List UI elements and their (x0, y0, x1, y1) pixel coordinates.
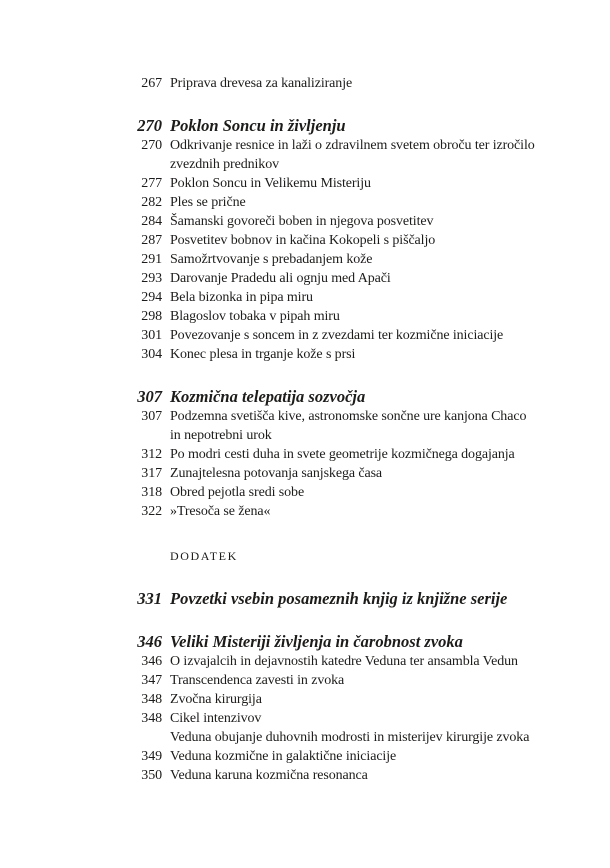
entry-text-line: Šamanski govoreči boben in njegova posvetitev (170, 214, 434, 229)
entry-text-line: Obred pejotla sredi sobe (170, 485, 305, 500)
page-number: 322 (141, 504, 162, 519)
page-number: 312 (141, 447, 162, 462)
entry-title (170, 386, 365, 407)
entry-text-line: Darovanje Pradedu ali ognju med Apači (170, 271, 391, 286)
entry-title (170, 174, 371, 193)
entry-title (170, 652, 518, 671)
toc-entry-row (131, 502, 591, 521)
entry-title (170, 728, 529, 747)
toc-entry-row (131, 407, 591, 445)
page-number: 331 (137, 589, 162, 608)
toc-entry-row (131, 250, 591, 269)
entry-title (170, 250, 372, 269)
toc-entry-row (131, 690, 591, 709)
entry-title (170, 407, 526, 445)
page-number: 287 (141, 233, 162, 248)
entry-title (170, 631, 463, 652)
entry-title (170, 193, 246, 212)
entry-text-line: Blagoslov tobaka v pipah miru (170, 309, 340, 324)
toc-chapter-row (131, 386, 591, 407)
page-number: 347 (141, 673, 162, 688)
page-number: 307 (137, 387, 162, 406)
entry-text-line: Veduna obujanje duhovnih modrosti in misterijev kirurgije zvoka (170, 730, 530, 745)
entry-title (170, 547, 238, 566)
toc-entry-row (131, 212, 591, 231)
entry-title (170, 326, 503, 345)
entry-text-line: Veduna kozmične in galaktične iniciacije (170, 749, 397, 764)
entry-text-line: Transcendenca zavesti in zvoka (170, 673, 345, 688)
page-number: 298 (141, 309, 162, 324)
entry-text-line: Cikel intenzivov (170, 711, 262, 726)
page-number: 349 (141, 749, 162, 764)
entry-title (170, 231, 435, 250)
toc-chapter-row (131, 588, 591, 609)
toc-list (131, 74, 591, 785)
toc-entry-row (131, 652, 591, 671)
toc-entry-row (131, 231, 591, 250)
entry-text-line: Posvetitev bobnov in kačina Kokopeli s piščaljo (170, 233, 436, 248)
entry-title (170, 212, 433, 231)
toc-entry-row (131, 74, 591, 93)
toc-section-label-row (131, 547, 591, 566)
entry-title (170, 307, 340, 326)
entry-text-line: Zvočna kirurgija (170, 692, 262, 707)
entry-text-line: O izvajalcih in dejavnostih katedre Veduna ter ansambla Vedun (170, 654, 518, 669)
entry-text-line: Odkrivanje resnice in laži o zdravilnem svetem obroču ter izročilo (170, 138, 535, 153)
toc-entry-row (131, 766, 591, 785)
toc-entry-row (131, 483, 591, 502)
entry-text-line: Zunajtelesna potovanja sanjskega časa (170, 466, 383, 481)
page-number: 301 (141, 328, 162, 343)
toc-entry-row (131, 728, 591, 747)
entry-title (170, 709, 261, 728)
page-number: 270 (137, 116, 162, 135)
entry-text-continuation: zvezdnih prednikov (170, 157, 279, 172)
page-number: 318 (141, 485, 162, 500)
page-number: 307 (141, 409, 162, 424)
entry-text-line: Po modri cesti duha in svete geometrije kozmičnega dogajanja (170, 447, 515, 462)
page-number: 277 (141, 176, 162, 191)
entry-text-line: Konec plesa in trganje kože s prsi (170, 347, 356, 362)
entry-text-line: Poklon Soncu in Velikemu Misteriju (170, 176, 371, 191)
entry-title (170, 445, 515, 464)
page-number: 284 (141, 214, 162, 229)
entry-title (170, 269, 391, 288)
toc-entry-row (131, 345, 591, 364)
toc-entry-row (131, 747, 591, 766)
entry-text-line: Samožrtvovanje s prebadanjem kože (170, 252, 373, 267)
page-number: 304 (141, 347, 162, 362)
page-number: 267 (141, 76, 162, 91)
entry-text-line: Ples se prične (170, 195, 246, 210)
page-number: 294 (141, 290, 162, 305)
page-number: 317 (141, 466, 162, 481)
entry-title (170, 671, 344, 690)
entry-title (170, 288, 313, 307)
entry-text-line: Priprava drevesa za kanaliziranje (170, 76, 353, 91)
entry-title (170, 136, 535, 174)
page-number: 270 (141, 138, 162, 153)
page-number: 282 (141, 195, 162, 210)
toc-entry-row (131, 307, 591, 326)
entry-title (170, 588, 507, 609)
page-number: 348 (141, 711, 162, 726)
entry-text-line: »Tresoča se žena« (170, 504, 271, 519)
entry-text-line: Veliki Misteriji življenja in čarobnost zvoka (170, 632, 463, 651)
toc-entry-row (131, 445, 591, 464)
entry-title (170, 766, 368, 785)
entry-title (170, 502, 270, 521)
entry-text-line: DODATEK (170, 549, 238, 563)
page-number: 291 (141, 252, 162, 267)
page-number: 346 (137, 632, 162, 651)
entry-text-line: Bela bizonka in pipa miru (170, 290, 313, 305)
entry-title (170, 690, 262, 709)
entry-title (170, 74, 352, 93)
entry-title (170, 345, 355, 364)
toc-entry-row (131, 136, 591, 174)
toc-chapter-row (131, 631, 591, 652)
entry-text-line: Kozmična telepatija sozvočja (170, 387, 366, 406)
toc-entry-row (131, 464, 591, 483)
entry-text-line: Podzemna svetišča kive, astronomske sončne ure kanjona Chaco (170, 409, 527, 424)
toc-entry-row (131, 709, 591, 728)
toc-entry-row (131, 269, 591, 288)
entry-title (170, 747, 396, 766)
entry-text-continuation: in nepotrebni urok (170, 428, 272, 443)
entry-title (170, 115, 346, 136)
entry-text-line: Povezovanje s soncem in z zvezdami ter kozmične iniciacije (170, 328, 504, 343)
toc-chapter-row (131, 115, 591, 136)
toc-entry-row (131, 288, 591, 307)
toc-entry-row (131, 326, 591, 345)
toc-entry-row (131, 193, 591, 212)
toc-entry-row (131, 174, 591, 193)
entry-title (170, 464, 382, 483)
toc-entry-row (131, 671, 591, 690)
entry-text-line: Poklon Soncu in življenju (170, 116, 346, 135)
entry-text-line: Veduna karuna kozmična resonanca (170, 768, 368, 783)
page-number: 293 (141, 271, 162, 286)
entry-text-line: Povzetki vsebin posameznih knjig iz knjižne serije (170, 589, 508, 608)
page-number: 346 (141, 654, 162, 669)
page-number: 348 (141, 692, 162, 707)
page-number: 350 (141, 768, 162, 783)
entry-title (170, 483, 304, 502)
